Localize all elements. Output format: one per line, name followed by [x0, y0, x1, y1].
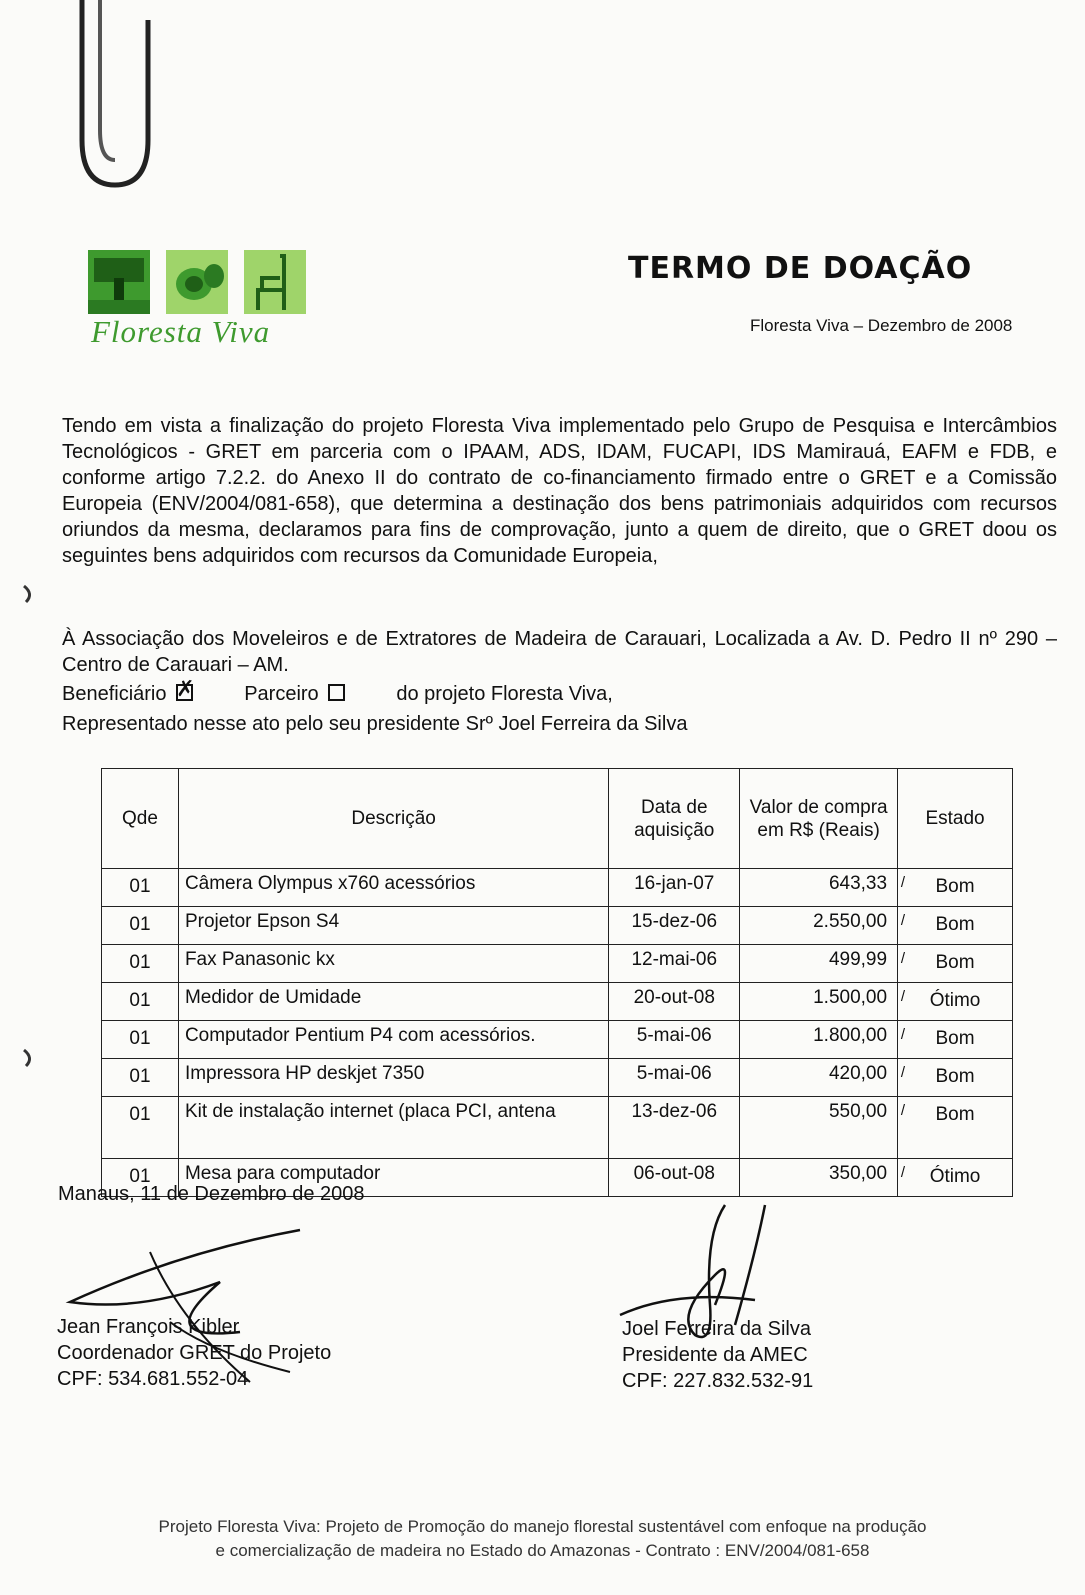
cell-data: 12-mai-06 [609, 945, 740, 983]
cell-descricao: Medidor de Umidade [178, 983, 608, 1021]
cell-data: 5-mai-06 [609, 1059, 740, 1097]
cell-descricao: Kit de instalação internet (placa PCI, antena [178, 1097, 608, 1159]
cell-data: 13-dez-06 [609, 1097, 740, 1159]
forest-tree-icon [88, 250, 150, 314]
beneficiario-checkbox[interactable] [176, 684, 193, 701]
cell-valor: 1.500,00 / [740, 983, 898, 1021]
left-signer-role: Coordenador GRET do Projeto [57, 1342, 332, 1364]
left-signer-cpf: CPF: 534.681.552-04 [57, 1368, 249, 1390]
cell-estado: Bom [898, 1059, 1013, 1097]
table-row [102, 869, 1013, 907]
cell-estado: Bom [898, 869, 1013, 907]
cell-data: 20-out-08 [609, 983, 740, 1021]
cell-data: 15-dez-06 [609, 907, 740, 945]
cell-descricao: Impressora HP deskjet 7350 [178, 1059, 608, 1097]
cell-valor: 499,99 / [740, 945, 898, 983]
right-signature-block [622, 1316, 813, 1394]
logo-brand-text: Floresta Viva [91, 314, 271, 349]
paper-clip-icon [70, 0, 160, 200]
beneficiary-suffix: do projeto Floresta Viva, [396, 683, 613, 705]
document-title: TERMO DE DOAÇÃO [628, 251, 973, 286]
header-estado: Estado [898, 769, 1013, 869]
cell-data: 16-jan-07 [609, 869, 740, 907]
check-mark-icon: / [900, 1064, 906, 1081]
cell-qde: 01 [102, 983, 179, 1021]
cell-valor: 1.800,00 / [740, 1021, 898, 1059]
cell-data: 5-mai-06 [609, 1021, 740, 1059]
cell-estado: Bom [898, 1021, 1013, 1059]
document-subtitle: Floresta Viva – Dezembro de 2008 [750, 316, 1013, 335]
left-signature-block [57, 1314, 331, 1392]
cell-qde: 01 [102, 1021, 179, 1059]
check-mark-icon: / [900, 912, 906, 929]
representative-line: Representado nesse ato pelo seu presidente Srº Joel Ferreira da Silva [62, 713, 688, 735]
beneficiary-line [62, 683, 613, 706]
cell-qde: 01 [102, 945, 179, 983]
table-row [102, 907, 1013, 945]
table-row [102, 1059, 1013, 1097]
punch-hole-icon [20, 1046, 38, 1068]
cell-descricao: Fax Panasonic kx [178, 945, 608, 983]
check-mark-icon: / [900, 950, 906, 967]
cell-estado: Bom [898, 945, 1013, 983]
cell-qde: 01 [102, 869, 179, 907]
table-row [102, 1021, 1013, 1059]
cell-valor: 2.550,00 / [740, 907, 898, 945]
check-mark-icon: / [900, 874, 906, 891]
cell-qde: 01 [102, 1159, 179, 1197]
beneficiario-label: Beneficiário [62, 683, 167, 705]
log-wood-icon [166, 250, 228, 314]
check-mark-icon: / [900, 1026, 906, 1043]
cell-valor: 420,00 / [740, 1059, 898, 1097]
check-mark-icon: / [900, 1164, 906, 1181]
header-descricao: Descrição [178, 769, 608, 869]
cell-descricao: Computador Pentium P4 com acessórios. [178, 1021, 608, 1059]
table-row [102, 983, 1013, 1021]
table-row [102, 1097, 1013, 1159]
header-qde: Qde [102, 769, 179, 869]
left-signer-name: Jean François Kibler [57, 1316, 240, 1338]
right-signer-cpf: CPF: 227.832.532-91 [622, 1370, 814, 1392]
page-footer [0, 1515, 1085, 1563]
cell-estado: Bom [898, 907, 1013, 945]
donation-items-table [101, 768, 1013, 1197]
right-signer-role: Presidente da AMEC [622, 1344, 808, 1366]
cell-estado: Bom [898, 1097, 1013, 1159]
floresta-viva-logo [88, 250, 318, 355]
check-mark-icon: / [900, 988, 906, 1005]
place-date: Manaus, 11 de Dezembro de 2008 [58, 1183, 365, 1205]
parceiro-checkbox[interactable] [328, 684, 345, 701]
chair-icon [244, 250, 306, 314]
cell-valor: 550,00 / [740, 1097, 898, 1159]
header-valor: Valor de compra em R$ (Reais) [740, 769, 898, 869]
cell-qde: 01 [102, 907, 179, 945]
table-row [102, 945, 1013, 983]
cell-qde: 01 [102, 1097, 179, 1159]
cell-qde: 01 [102, 1059, 179, 1097]
cell-data: 06-out-08 [609, 1159, 740, 1197]
footer-line-2: e comercialização de madeira no Estado do Amazonas - Contrato : ENV/2004/081-658 [215, 1541, 870, 1560]
footer-line-1: Projeto Floresta Viva: Projeto de Promoção do manejo florestal sustentável com enfoque na produção [158, 1517, 927, 1536]
cell-valor: 643,33 / [740, 869, 898, 907]
cell-estado: Ótimo [898, 983, 1013, 1021]
table-header-row [102, 769, 1013, 869]
intro-paragraph: Tendo em vista a finalização do projeto Floresta Viva implementado pelo Grupo de Pesquisa e Intercâmbios Tecnológicos - GRET em parceria com o IPAAM, ADS, IDAM, FUCAPI, IDS Mamirauá, EAFM e FDB, e conforme artigo 7.2.2. do Anexo II do contrato de co-financiamento firmado entre o GRET e a Comissão Europeia (ENV/2004/081-658), que determina a destinação dos bens patrimoniais adquiridos com recursos oriundos da mesma, declaramos para fins de comprovação, junto a quem de direito, que o GRET doou os seguintes bens adquiridos com recursos da Comunidade Europeia, [62, 415, 1057, 567]
cell-valor: 350,00 / [740, 1159, 898, 1197]
parceiro-label: Parceiro [244, 683, 319, 705]
cell-descricao: Mesa para computador [178, 1159, 608, 1197]
association-paragraph: À Associação dos Moveleiros e de Extratores de Madeira de Carauari, Localizada a Av. D. Pedro II nº 290 – Centro de Carauari – AM. [62, 628, 1057, 676]
right-signer-name: Joel Ferreira da Silva [622, 1318, 811, 1340]
cell-estado: Ótimo [898, 1159, 1013, 1197]
punch-hole-icon [20, 582, 38, 604]
check-mark-icon: / [900, 1102, 906, 1119]
header-data: Data de aquisição [609, 769, 740, 869]
cell-descricao: Câmera Olympus x760 acessórios [178, 869, 608, 907]
cell-descricao: Projetor Epson S4 [178, 907, 608, 945]
